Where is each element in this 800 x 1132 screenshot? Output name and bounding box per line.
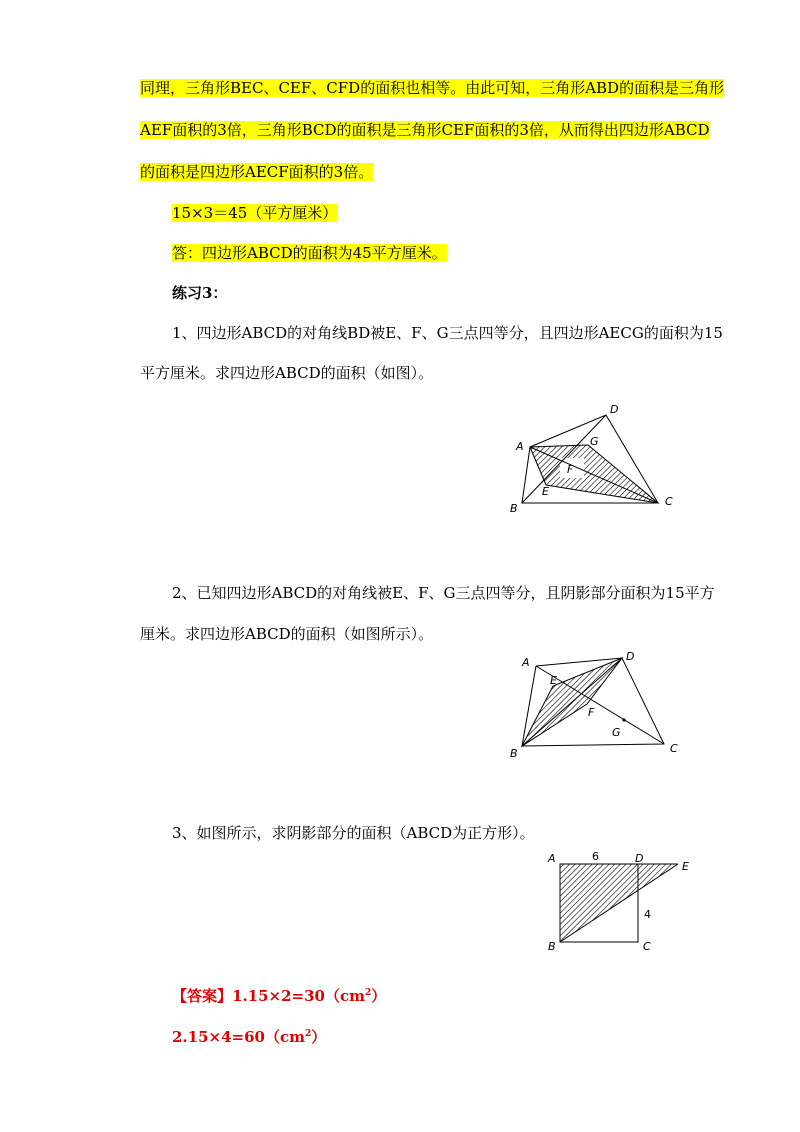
question-2-line-2: 厘米。求四边形ABCD的面积（如图所示）。 bbox=[140, 625, 434, 643]
answer-2: 2.15×4=60（cm bbox=[172, 1028, 305, 1046]
solution-answer-text: 答：四边形ABCD的面积为45平方厘米。 bbox=[172, 244, 447, 262]
figure-2 bbox=[500, 650, 700, 770]
solution-line-3 bbox=[140, 162, 373, 182]
solution-text-3: 的面积是四边形AECF面积的3倍。 bbox=[140, 163, 374, 181]
fig3-label-a: A bbox=[548, 852, 556, 865]
answer-1-close: ） bbox=[371, 987, 387, 1005]
question-1-line-1: 1、四边形ABCD的对角线BD被E、F、G三点四等分，且四边形AECG的面积为15 bbox=[172, 324, 723, 342]
fig2-label-b: B bbox=[510, 747, 518, 760]
fig3-label-b: B bbox=[548, 940, 556, 953]
fig1-label-b: B bbox=[510, 502, 518, 515]
fig1-label-f: F bbox=[567, 463, 574, 476]
figure-3 bbox=[540, 848, 710, 958]
answer-1: 1.15×2=30（cm bbox=[232, 987, 366, 1005]
answer-tag: 【答案】 bbox=[172, 987, 233, 1005]
fig3-label-d: D bbox=[635, 852, 644, 865]
solution-text-2: AEF面积的3倍，三角形BCD的面积是三角形CEF面积的3倍，从而得出四边形ABCD bbox=[140, 121, 710, 139]
figure-1 bbox=[500, 395, 700, 525]
solution-calc-text: 15×3＝45（平方厘米） bbox=[172, 204, 338, 222]
fig1-label-d: D bbox=[610, 403, 619, 416]
fig1-label-g: G bbox=[590, 435, 599, 448]
exercise-heading: 练习3： bbox=[172, 284, 228, 302]
fig3-label-e: E bbox=[682, 860, 689, 873]
fig2-label-d: D bbox=[626, 650, 635, 663]
fig2-label-c: C bbox=[670, 742, 678, 755]
solution-text-1: 同理，三角形BEC、CEF、CFD的面积也相等。由此可知，三角形ABD的面积是三角形 bbox=[140, 79, 725, 97]
fig2-label-g: G bbox=[612, 726, 621, 739]
diagonal-bd bbox=[522, 658, 622, 746]
fig1-label-e: E bbox=[542, 485, 549, 498]
solution-line-2 bbox=[140, 120, 710, 140]
answer-line-2 bbox=[172, 1024, 326, 1047]
fig3-side-top: 6 bbox=[592, 850, 599, 863]
fig2-label-e: E bbox=[550, 674, 557, 687]
fig3-side-right: 4 bbox=[644, 908, 651, 921]
solution-answer bbox=[172, 243, 447, 263]
solution-calc bbox=[172, 203, 337, 223]
fig1-label-c: C bbox=[665, 495, 673, 508]
answer-line-1 bbox=[172, 983, 386, 1006]
point-g bbox=[622, 718, 625, 721]
fig3-label-c: C bbox=[643, 940, 651, 953]
fig2-label-f: F bbox=[588, 706, 595, 719]
solution-line-1 bbox=[140, 78, 724, 98]
question-3: 3、如图所示，求阴影部分的面积（ABCD为正方形）。 bbox=[172, 824, 535, 842]
fig2-label-a: A bbox=[522, 656, 530, 669]
answer-2-close: ） bbox=[311, 1028, 327, 1046]
answer-2-superscript: 2 bbox=[305, 1029, 312, 1039]
answer-1-superscript: 2 bbox=[365, 988, 372, 998]
question-2-line-1: 2、已知四边形ABCD的对角线被E、F、G三点四等分，且阴影部分面积为15平方 bbox=[172, 584, 715, 602]
fig1-label-a: A bbox=[516, 440, 524, 453]
question-1-line-2: 平方厘米。求四边形ABCD的面积（如图）。 bbox=[140, 364, 434, 382]
